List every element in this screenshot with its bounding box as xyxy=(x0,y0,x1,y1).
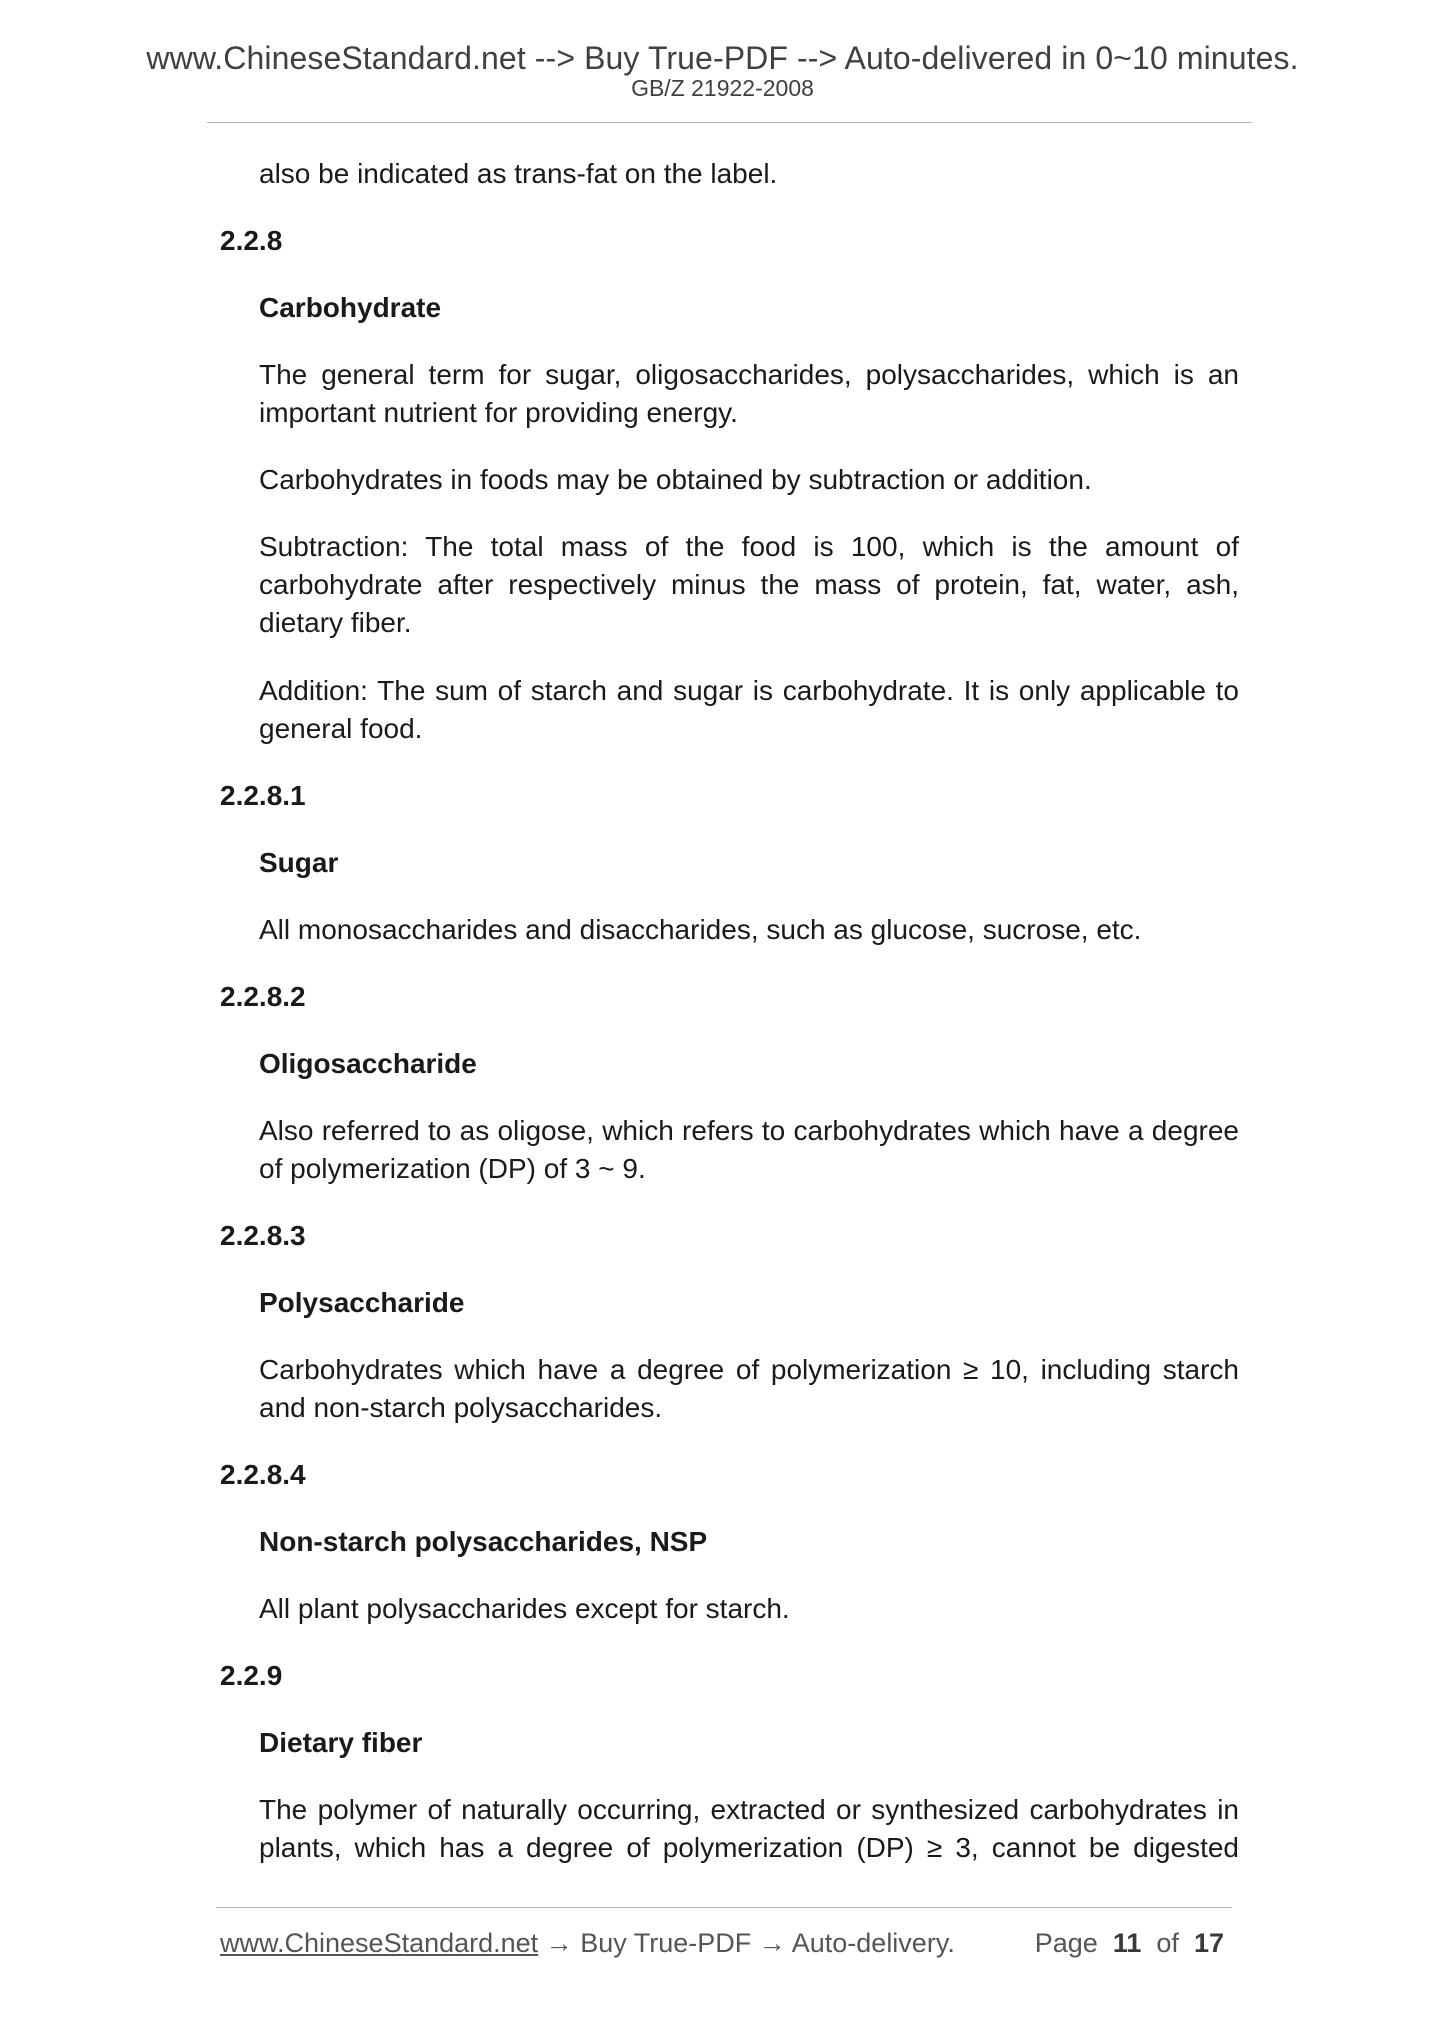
section-number-2-2-9: 2.2.9 xyxy=(220,1660,283,1691)
section-number-2-2-8-2: 2.2.8.2 xyxy=(220,981,306,1012)
page-current: 11 xyxy=(1112,1928,1142,1958)
footer-site-link[interactable]: www.ChineseStandard.net xyxy=(220,1928,539,1958)
subtraction-method: Subtraction: The total mass of the food is 100, which is the amount of carbohydrate after respectively minus the mass of protein, fat, water, ash, dietary fiber. xyxy=(259,531,1239,638)
footer-tagline: → Buy True-PDF → Auto-delivery. xyxy=(538,1928,955,1958)
page-footer xyxy=(220,1928,1232,1959)
oligosaccharide-definition: Also referred to as oligose, which refers to carbohydrates which have a degree of polymerization (DP) of 3 ~ 9. xyxy=(259,1115,1239,1184)
page-label: Page xyxy=(1034,1928,1098,1958)
intro-continuation: also be indicated as trans-fat on the label. xyxy=(259,158,778,189)
addition-method: Addition: The sum of starch and sugar is carbohydrate. It is only applicable to general food. xyxy=(259,675,1239,744)
section-number-2-2-8: 2.2.8 xyxy=(220,225,283,256)
section-title-oligosaccharide: Oligosaccharide xyxy=(259,1048,477,1079)
section-title-sugar: Sugar xyxy=(259,847,339,878)
section-title-nsp: Non-starch polysaccharides, NSP xyxy=(259,1526,708,1557)
carbohydrate-definition: The general term for sugar, oligosaccharides, polysaccharides, which is an important nutrient for providing energy. xyxy=(259,359,1239,428)
section-number-2-2-8-3: 2.2.8.3 xyxy=(220,1220,306,1251)
section-title-dietary-fiber: Dietary fiber xyxy=(259,1727,423,1758)
section-number-2-2-8-4: 2.2.8.4 xyxy=(220,1459,306,1490)
carbohydrate-methods: Carbohydrates in foods may be obtained by subtraction or addition. xyxy=(259,464,1092,495)
nsp-definition: All plant polysaccharides except for starch. xyxy=(259,1593,790,1624)
page-total: 17 xyxy=(1193,1928,1224,1958)
page-of: of xyxy=(1156,1928,1179,1958)
polysaccharide-definition: Carbohydrates which have a degree of polymerization ≥ 10, including starch and non-starch polysaccharides. xyxy=(259,1354,1239,1423)
site-banner: www.ChineseStandard.net --> Buy True-PDF --> Auto-delivered in 0~10 minutes. xyxy=(146,40,1299,76)
header-divider xyxy=(207,122,1252,123)
page-indicator xyxy=(1035,1928,1224,1959)
section-title-carbohydrate: Carbohydrate xyxy=(259,292,442,323)
section-title-polysaccharide: Polysaccharide xyxy=(259,1287,465,1318)
dietary-fiber-definition: The polymer of naturally occurring, extracted or synthesized carbohydrates in plants, which has a degree of polymerization (DP) ≥ 3, cannot be digested xyxy=(259,1794,1239,1863)
section-number-2-2-8-1: 2.2.8.1 xyxy=(220,780,306,811)
standard-code: GB/Z 21922-2008 xyxy=(631,75,814,101)
sugar-definition: All monosaccharides and disaccharides, such as glucose, sucrose, etc. xyxy=(259,914,1142,945)
footer-divider xyxy=(216,1907,1232,1908)
